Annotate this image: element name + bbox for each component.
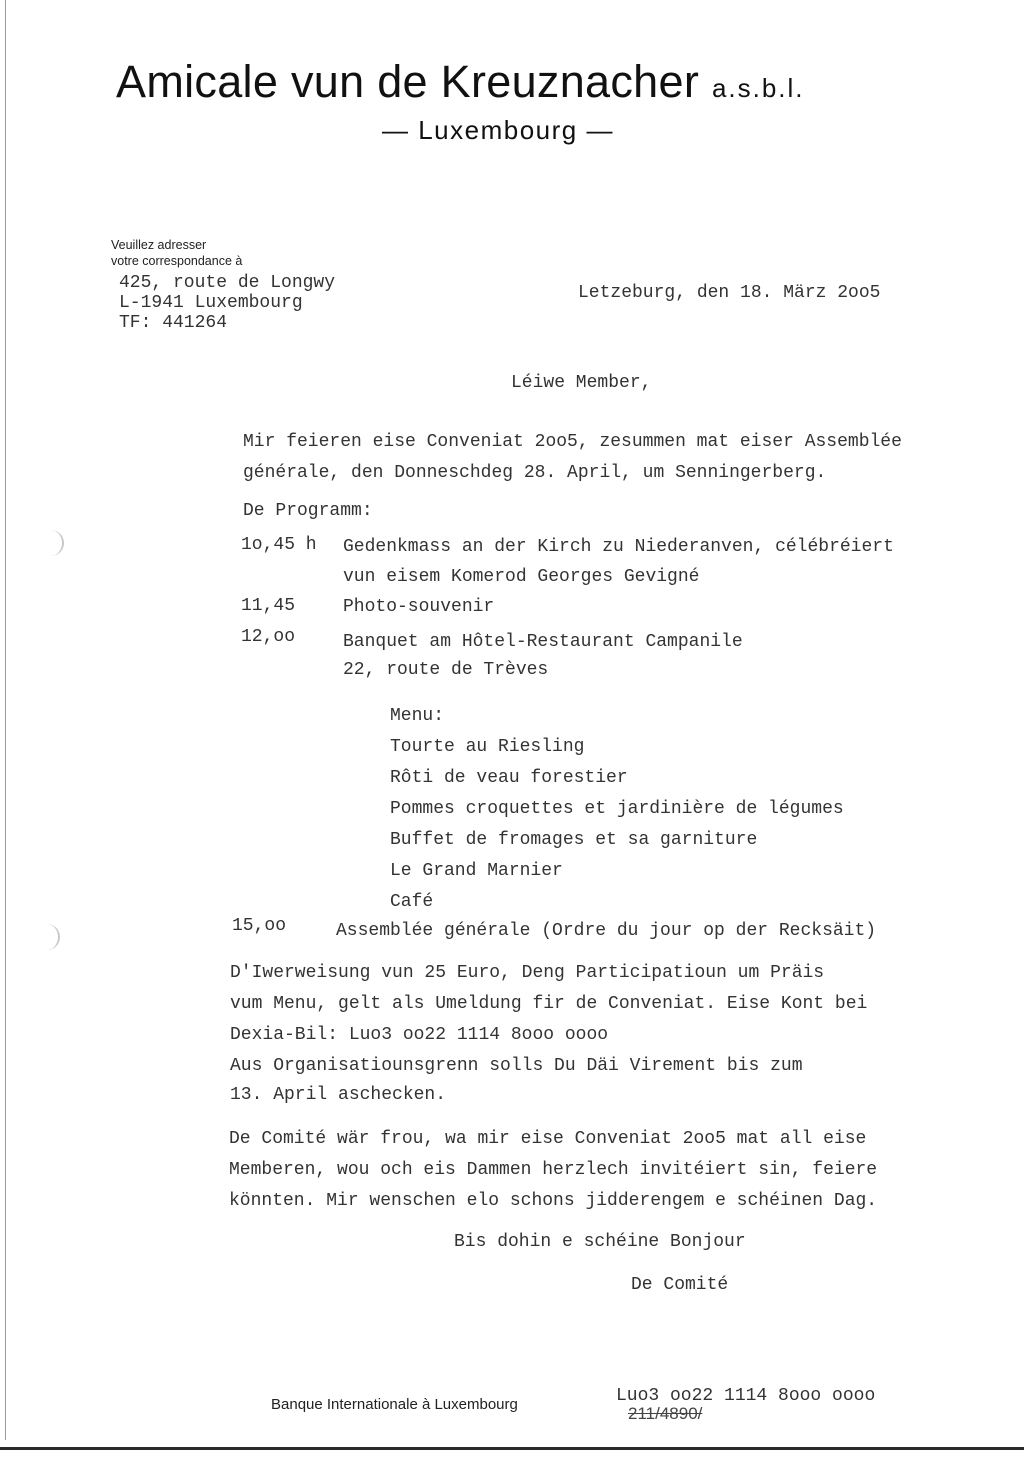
assembly-time: 15,oo xyxy=(232,916,287,936)
intro-paragraph xyxy=(243,427,902,489)
menu-item: Rôti de veau forestier xyxy=(390,768,628,788)
closing-line: Memberen, wou och eis Dammen herzlech invitéiert sin, feiere xyxy=(229,1160,878,1180)
bank-account-new: Luo3 oo22 1114 8ooo oooo xyxy=(616,1386,876,1406)
address-phone: TF: 441264 xyxy=(119,313,228,333)
menu xyxy=(390,701,844,918)
org-city: — Luxembourg — xyxy=(382,115,614,145)
schedule-desc: Banquet am Hôtel-Restaurant Campanile xyxy=(343,632,743,652)
punch-hole-bottom xyxy=(44,924,60,950)
org-name: Amicale vun de Kreuznacher xyxy=(116,56,700,107)
correspondence-note-line1: Veuillez adresser xyxy=(111,238,207,252)
punch-hole-top xyxy=(48,530,64,556)
payment-line: 13. April aschecken. xyxy=(230,1085,447,1105)
letterhead-title xyxy=(116,56,805,108)
menu-item: Tourte au Riesling xyxy=(390,737,585,757)
signature: De Comité xyxy=(631,1275,729,1295)
payment-line: D'Iwerweisung vun 25 Euro, Deng Participatioun um Präis xyxy=(230,963,825,983)
schedule-time: 12,oo xyxy=(241,627,296,647)
payment-deadline xyxy=(230,1052,803,1110)
bank-name: Banque Internationale à Luxembourg xyxy=(271,1396,518,1413)
menu-item: Pommes croquettes et jardinière de légumes xyxy=(390,799,844,819)
menu-label: Menu: xyxy=(390,706,445,726)
closing-line: De Comité wär frou, wa mir eise Conveniat 2oo5 mat all eise xyxy=(229,1129,867,1149)
schedule-time: 11,45 xyxy=(241,596,296,616)
assembly-text: Assemblée générale (Ordre du jour op der Recksäit) xyxy=(336,921,877,941)
address-street: 425, route de Longwy xyxy=(119,273,336,293)
address-city: L-1941 Luxembourg xyxy=(119,293,303,313)
signoff: Bis dohin e schéine Bonjour xyxy=(454,1232,746,1252)
intro-line: Mir feieren eise Conveniat 2oo5, zesummen mat eiser Assemblée xyxy=(243,432,902,452)
left-margin-rule xyxy=(5,0,6,1440)
menu-item: Le Grand Marnier xyxy=(390,861,563,881)
menu-item: Café xyxy=(390,892,434,912)
schedule-desc: vun eisem Komerod Georges Gevigné xyxy=(343,567,700,587)
payment-line: Dexia-Bil: Luo3 oo22 1114 8ooo oooo xyxy=(230,1025,609,1045)
letter-date: Letzeburg, den 18. März 2oo5 xyxy=(578,283,881,303)
menu-item: Buffet de fromages et sa garniture xyxy=(390,830,758,850)
correspondence-note xyxy=(111,237,242,269)
schedule-time: 1o,45 h xyxy=(241,535,317,555)
org-suffix: a.s.b.l. xyxy=(711,73,805,103)
sender-address xyxy=(119,273,335,333)
closing-paragraph xyxy=(229,1124,877,1217)
correspondence-note-line2: votre correspondance à xyxy=(111,254,243,268)
payment-line: Aus Organisatiounsgrenn solls Du Däi Virement bis zum xyxy=(230,1056,803,1076)
schedule-desc: 22, route de Trèves xyxy=(343,660,549,680)
payment-paragraph xyxy=(230,958,867,1051)
bank-account-old: 211/4890/ xyxy=(628,1404,703,1423)
program-label: De Programm: xyxy=(243,501,373,521)
payment-line: vum Menu, gelt als Umeldung fir de Conveniat. Eise Kont bei xyxy=(230,994,868,1014)
schedule-desc: Photo-souvenir xyxy=(343,597,495,617)
salutation: Léiwe Member, xyxy=(511,373,652,393)
schedule-desc: Gedenkmass an der Kirch zu Niederanven, célébréiert xyxy=(343,537,894,557)
intro-line: générale, den Donneschdeg 28. April, um Senningerberg. xyxy=(243,463,827,483)
closing-line: könnten. Mir wenschen elo schons jidderengem e schéinen Dag. xyxy=(229,1191,878,1211)
bottom-rule xyxy=(0,1447,1024,1450)
